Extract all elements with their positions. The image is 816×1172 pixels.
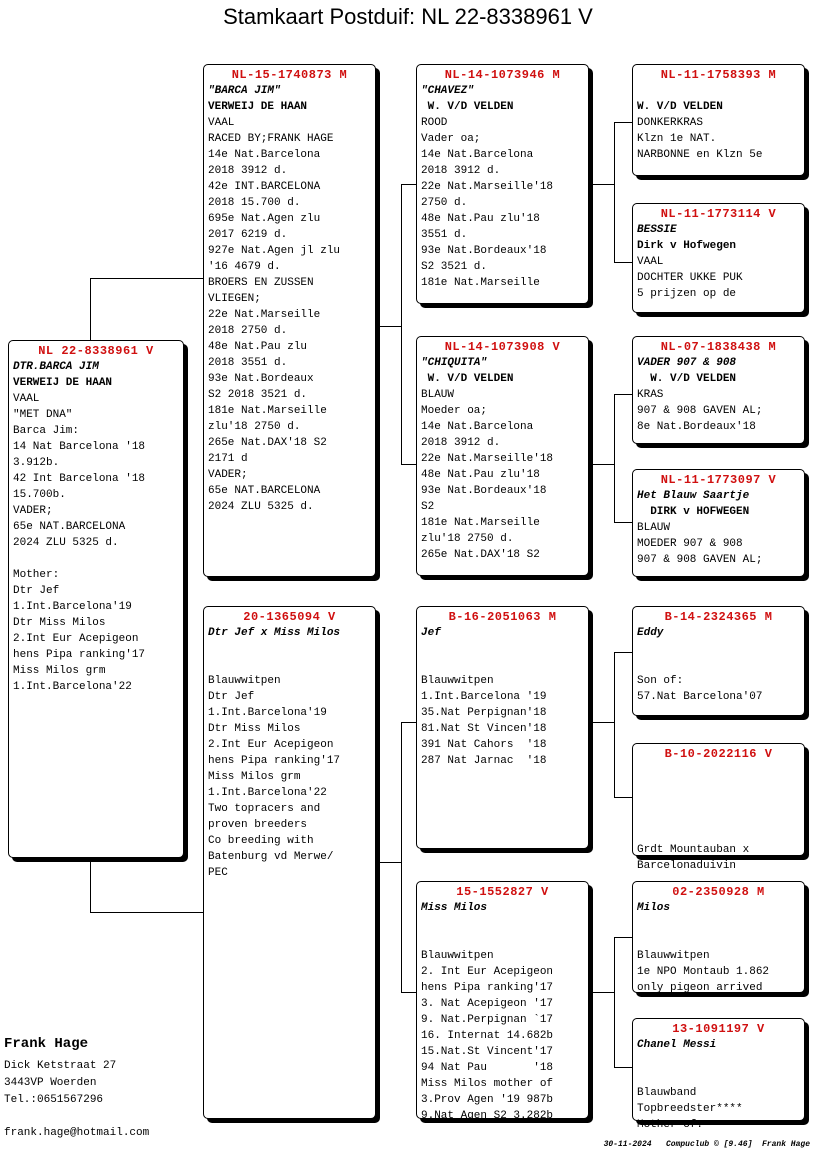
connector-line: [614, 122, 632, 123]
breeder-name: W. V/D VELDEN: [637, 373, 737, 385]
info-line: 3. Nat Acepigeon '17: [421, 998, 554, 1010]
info-line: 65e NAT.BARCELONA: [13, 521, 126, 533]
info-line: Blauwband: [637, 1087, 697, 1099]
pigeon-card-father-father: [416, 64, 589, 304]
info-line: [421, 932, 584, 948]
pigeon-name: Eddy: [637, 627, 664, 639]
info-line: [637, 794, 800, 810]
info-line: DOCHTER UKKE PUK: [637, 272, 743, 284]
connector-line: [614, 797, 632, 798]
info-line: BLAUW: [421, 389, 455, 401]
info-line: 1.Int.Barcelona'22: [208, 787, 327, 799]
connector-line: [589, 722, 615, 723]
info-line: Miss Milos grm: [13, 665, 106, 677]
info-line: 181e Nat.Marseille: [421, 277, 540, 289]
pigeon-card-mm-father: [632, 881, 805, 993]
info-line: ROOD: [421, 117, 448, 129]
info-line: BROERS EN ZUSSEN: [208, 277, 314, 289]
connector-line: [614, 652, 615, 797]
info-line: S2: [421, 501, 435, 513]
info-line: 48e Nat.Pau zlu: [208, 341, 308, 353]
breeder-name: [421, 916, 584, 932]
info-line: 14e Nat.Barcelona: [421, 149, 534, 161]
info-line: Vader oa;: [421, 133, 481, 145]
info-line: PEC: [208, 867, 228, 879]
ring-number: B-16-2051063 M: [448, 610, 557, 624]
pigeon-card-mf-mother: [632, 743, 805, 872]
pigeon-name: Miss Milos: [421, 902, 488, 914]
info-line: 93e Nat.Bordeaux: [208, 373, 314, 385]
ring-number: NL-14-1073946 M: [444, 68, 561, 82]
breeder-name: [637, 778, 800, 794]
info-line: 48e Nat.Pau zlu'18: [421, 469, 540, 481]
pigeon-card-father: [203, 64, 376, 577]
info-line: VAAL: [637, 256, 664, 268]
info-line: 181e Nat.Marseille: [208, 405, 327, 417]
info-line: 265e Nat.DAX'18 S2: [208, 437, 327, 449]
info-line: 1e NPO Montaub 1.862: [637, 966, 770, 978]
ring-number: 02-2350928 M: [672, 885, 765, 899]
info-line: Mother of:: [637, 1119, 704, 1131]
ring-number: B-14-2324365 M: [664, 610, 773, 624]
connector-line: [401, 464, 417, 465]
info-line: "MET DNA": [13, 409, 73, 421]
footer-credit: 30-11-2024 Compuclub © [9.46] Frank Hage: [603, 1140, 810, 1149]
connector-line: [589, 992, 615, 993]
info-line: Dtr Jef: [208, 691, 255, 703]
ring-number: NL-11-1758393 M: [660, 68, 777, 82]
connector-line: [401, 184, 417, 185]
info-line: Dtr Miss Milos: [208, 723, 301, 735]
connector-line: [376, 326, 402, 327]
owner-block: [4, 1034, 194, 1142]
connector-line: [90, 912, 205, 913]
info-line: Barcelonaduivin: [637, 860, 737, 872]
connector-line: [614, 262, 632, 263]
connector-line: [90, 278, 91, 340]
ring-number: 15-1552827 V: [456, 885, 549, 899]
info-line: 2. Int Eur Acepigeon: [421, 966, 554, 978]
info-line: Mother:: [13, 569, 60, 581]
connector-line: [90, 858, 91, 912]
info-line: Dtr Jef: [13, 585, 60, 597]
pigeon-card-ff-mother: [632, 203, 805, 313]
pigeon-name: Milos: [637, 902, 671, 914]
breeder-name: W. V/D VELDEN: [421, 101, 514, 113]
pigeon-name: Jef: [421, 627, 441, 639]
info-line: Moeder oa;: [421, 405, 488, 417]
info-line: Topbreedster****: [637, 1103, 743, 1115]
info-line: 1.Int.Barcelona'19: [13, 601, 132, 613]
info-line: VADER;: [13, 505, 53, 517]
breeder-name: [208, 641, 371, 657]
pigeon-card-fm-mother: [632, 469, 805, 577]
info-line: only pigeon arrived: [637, 982, 763, 994]
connector-line: [614, 394, 632, 395]
breeder-name: [637, 641, 800, 657]
breeder-name: [637, 916, 800, 932]
info-line: 287 Nat Jarnac '18: [421, 755, 547, 767]
info-line: 15.700b.: [13, 489, 66, 501]
info-line: 2.Int Eur Acepigeon: [208, 739, 334, 751]
info-line: BLAUW: [637, 522, 671, 534]
info-line: 15.Nat.St Vincent'17: [421, 1046, 554, 1058]
connector-line: [614, 937, 632, 938]
pigeon-name: Chanel Messi: [637, 1039, 717, 1051]
info-line: zlu'18 2750 d.: [421, 533, 514, 545]
info-line: hens Pipa ranking'17: [13, 649, 146, 661]
info-line: 3.912b.: [13, 457, 60, 469]
info-line: 2018 3912 d.: [208, 165, 288, 177]
info-line: Blauwwitpen: [208, 675, 281, 687]
info-line: 16. Internat 14.682b: [421, 1030, 554, 1042]
info-line: 22e Nat.Marseille'18: [421, 453, 554, 465]
breeder-name: Dirk v Hofwegen: [637, 240, 737, 252]
info-line: 22e Nat.Marseille'18: [421, 181, 554, 193]
pigeon-name: [637, 762, 800, 778]
info-line: 907 & 908 GAVEN AL;: [637, 554, 763, 566]
info-line: VAAL: [13, 393, 40, 405]
info-line: 1.Int.Barcelona '19: [421, 691, 547, 703]
info-line: 2018 3912 d.: [421, 437, 501, 449]
info-line: Co breeding with: [208, 835, 314, 847]
ring-number: 13-1091197 V: [672, 1022, 765, 1036]
connector-line: [614, 652, 632, 653]
info-line: 93e Nat.Bordeaux'18: [421, 245, 547, 257]
info-line: Son of:: [637, 675, 684, 687]
info-line: MOEDER 907 & 908: [637, 538, 743, 550]
breeder-name: VERWEIJ DE HAAN: [208, 101, 308, 113]
connector-line: [614, 1067, 632, 1068]
info-line: 22e Nat.Marseille: [208, 309, 321, 321]
pigeon-name: [637, 83, 800, 99]
connector-line: [614, 394, 615, 522]
info-line: 2018 3551 d.: [208, 357, 288, 369]
breeder-name: VERWEIJ DE HAAN: [13, 377, 113, 389]
connector-line: [401, 722, 402, 992]
info-line: zlu'18 2750 d.: [208, 421, 301, 433]
info-line: [637, 1069, 800, 1085]
connector-line: [401, 722, 417, 723]
breeder-name: [637, 1053, 800, 1069]
pigeon-card-fm-father: [632, 336, 805, 444]
owner-city: 3443VP Woerden: [4, 1077, 97, 1089]
pigeon-name: "CHIQUITA": [421, 357, 488, 369]
pigeon-name: BESSIE: [637, 224, 677, 236]
info-line: 94 Nat Pau '18: [421, 1062, 554, 1074]
ring-number: NL 22-8338961 V: [38, 344, 154, 358]
info-line: S2 2018 3521 d.: [208, 389, 308, 401]
info-line: Blauwwitpen: [421, 950, 494, 962]
info-line: 9.Nat Agen S2 3.282b: [421, 1110, 554, 1122]
connector-line: [589, 464, 615, 465]
info-line: Batenburg vd Merwe/: [208, 851, 334, 863]
ring-number: NL-07-1838438 M: [660, 340, 777, 354]
info-line: 2018 15.700 d.: [208, 197, 301, 209]
info-line: hens Pipa ranking'17: [208, 755, 341, 767]
info-line: [637, 932, 800, 948]
info-line: Grdt Mountauban x: [637, 844, 750, 856]
info-line: 42e INT.BARCELONA: [208, 181, 321, 193]
info-line: 2018 3912 d.: [421, 165, 501, 177]
info-line: 14 Nat Barcelona '18: [13, 441, 146, 453]
breeder-name: DIRK v HOFWEGEN: [637, 506, 750, 518]
info-line: 48e Nat.Pau zlu'18: [421, 213, 540, 225]
pigeon-card-mf-father: [632, 606, 805, 716]
connector-line: [614, 522, 632, 523]
info-line: VAAL: [208, 117, 235, 129]
info-line: 265e Nat.DAX'18 S2: [421, 549, 540, 561]
owner-email: frank.hage@hotmail.com: [4, 1127, 150, 1139]
info-line: 695e Nat.Agen zlu: [208, 213, 321, 225]
info-line: 35.Nat Perpignan'18: [421, 707, 547, 719]
breeder-name: W. V/D VELDEN: [637, 101, 723, 113]
pigeon-name: Het Blauw Saartje: [637, 490, 750, 502]
info-line: [13, 551, 179, 567]
ring-number: NL-14-1073908 V: [444, 340, 561, 354]
info-line: proven breeders: [208, 819, 308, 831]
info-line: 2.Int Eur Acepigeon: [13, 633, 139, 645]
info-line: 3.Prov Agen '19 987b: [421, 1094, 554, 1106]
info-line: 1.Int.Barcelona'19: [208, 707, 327, 719]
info-line: 2017 6219 d.: [208, 229, 288, 241]
pigeon-name: "BARCA JIM": [208, 85, 281, 97]
owner-phone: Tel.:0651567296: [4, 1094, 104, 1106]
page-title: Stamkaart Postduif: NL 22-8338961 V: [223, 4, 593, 29]
info-line: Blauwwitpen: [637, 950, 710, 962]
info-line: 1.Int.Barcelona'22: [13, 681, 132, 693]
ring-number: B-10-2022116 V: [664, 747, 773, 761]
pigeon-card-ff-father: [632, 64, 805, 176]
pigeon-card-mm-mother: [632, 1018, 805, 1131]
info-line: 181e Nat.Marseille: [421, 517, 540, 529]
info-line: 57.Nat Barcelona'07: [637, 691, 763, 703]
info-line: 3551 d.: [421, 229, 468, 241]
info-line: Blauwwitpen: [421, 675, 494, 687]
info-line: KRAS: [637, 389, 664, 401]
info-line: 391 Nat Cahors '18: [421, 739, 547, 751]
info-line: 8e Nat.Bordeaux'18: [637, 421, 756, 433]
info-line: DONKERKRAS: [637, 117, 704, 129]
info-line: 14e Nat.Barcelona: [208, 149, 321, 161]
pigeon-name: Dtr Jef x Miss Milos: [208, 627, 341, 639]
info-line: [421, 657, 584, 673]
breeder-name: [421, 641, 584, 657]
breeder-name: W. V/D VELDEN: [421, 373, 514, 385]
info-line: VLIEGEN;: [208, 293, 261, 305]
connector-line: [589, 184, 615, 185]
info-line: 9. Nat.Perpignan `17: [421, 1014, 554, 1026]
info-line: 2018 2750 d.: [208, 325, 288, 337]
connector-line: [614, 937, 615, 1067]
info-line: VADER;: [208, 469, 248, 481]
pigeon-name: "CHAVEZ": [421, 85, 474, 97]
owner-name: Frank Hage: [4, 1036, 89, 1052]
connector-line: [401, 184, 402, 464]
ring-number: 20-1365094 V: [243, 610, 336, 624]
info-line: 42 Int Barcelona '18: [13, 473, 146, 485]
pigeon-card-mother: [203, 606, 376, 1119]
info-line: [637, 826, 800, 842]
pigeon-card-mother-father: [416, 606, 589, 849]
info-line: Dtr Miss Milos: [13, 617, 106, 629]
pigeon-card-father-mother: [416, 336, 589, 576]
info-line: 5 prijzen op de: [637, 288, 737, 300]
info-line: 14e Nat.Barcelona: [421, 421, 534, 433]
connector-line: [614, 122, 615, 262]
info-line: [637, 657, 800, 673]
info-line: S2 3521 d.: [421, 261, 488, 273]
info-line: 2024 ZLU 5325 d.: [208, 501, 314, 513]
info-line: 2750 d.: [421, 197, 468, 209]
pigeon-name: DTR.BARCA JIM: [13, 361, 99, 373]
info-line: [637, 810, 800, 826]
info-line: [208, 657, 371, 673]
info-line: 907 & 908 GAVEN AL;: [637, 405, 763, 417]
pigeon-card-main: [8, 340, 184, 858]
ring-number: NL-11-1773114 V: [660, 207, 777, 221]
info-line: Miss Milos grm: [208, 771, 301, 783]
info-line: Two topracers and: [208, 803, 321, 815]
info-line: 927e Nat.Agen jl zlu: [208, 245, 341, 257]
info-line: 65e NAT.BARCELONA: [208, 485, 321, 497]
ring-number: NL-11-1773097 V: [660, 473, 777, 487]
owner-street: Dick Ketstraat 27: [4, 1060, 117, 1072]
connector-line: [401, 992, 417, 993]
info-line: 2024 ZLU 5325 d.: [13, 537, 119, 549]
pigeon-card-mother-mother: [416, 881, 589, 1122]
info-line: NARBONNE en Klzn 5e: [637, 149, 763, 161]
connector-line: [90, 278, 205, 279]
info-line: Miss Milos mother of: [421, 1078, 554, 1090]
info-line: hens Pipa ranking'17: [421, 982, 554, 994]
pigeon-name: VADER 907 & 908: [637, 357, 737, 369]
info-line: Klzn 1e NAT.: [637, 133, 717, 145]
connector-line: [376, 862, 402, 863]
info-line: 93e Nat.Bordeaux'18: [421, 485, 547, 497]
ring-number: NL-15-1740873 M: [231, 68, 348, 82]
info-line: 2171 d: [208, 453, 248, 465]
info-line: RACED BY;FRANK HAGE: [208, 133, 334, 145]
info-line: Barca Jim:: [13, 425, 80, 437]
info-line: 81.Nat St Vincen'18: [421, 723, 547, 735]
info-line: '16 4679 d.: [208, 261, 281, 273]
